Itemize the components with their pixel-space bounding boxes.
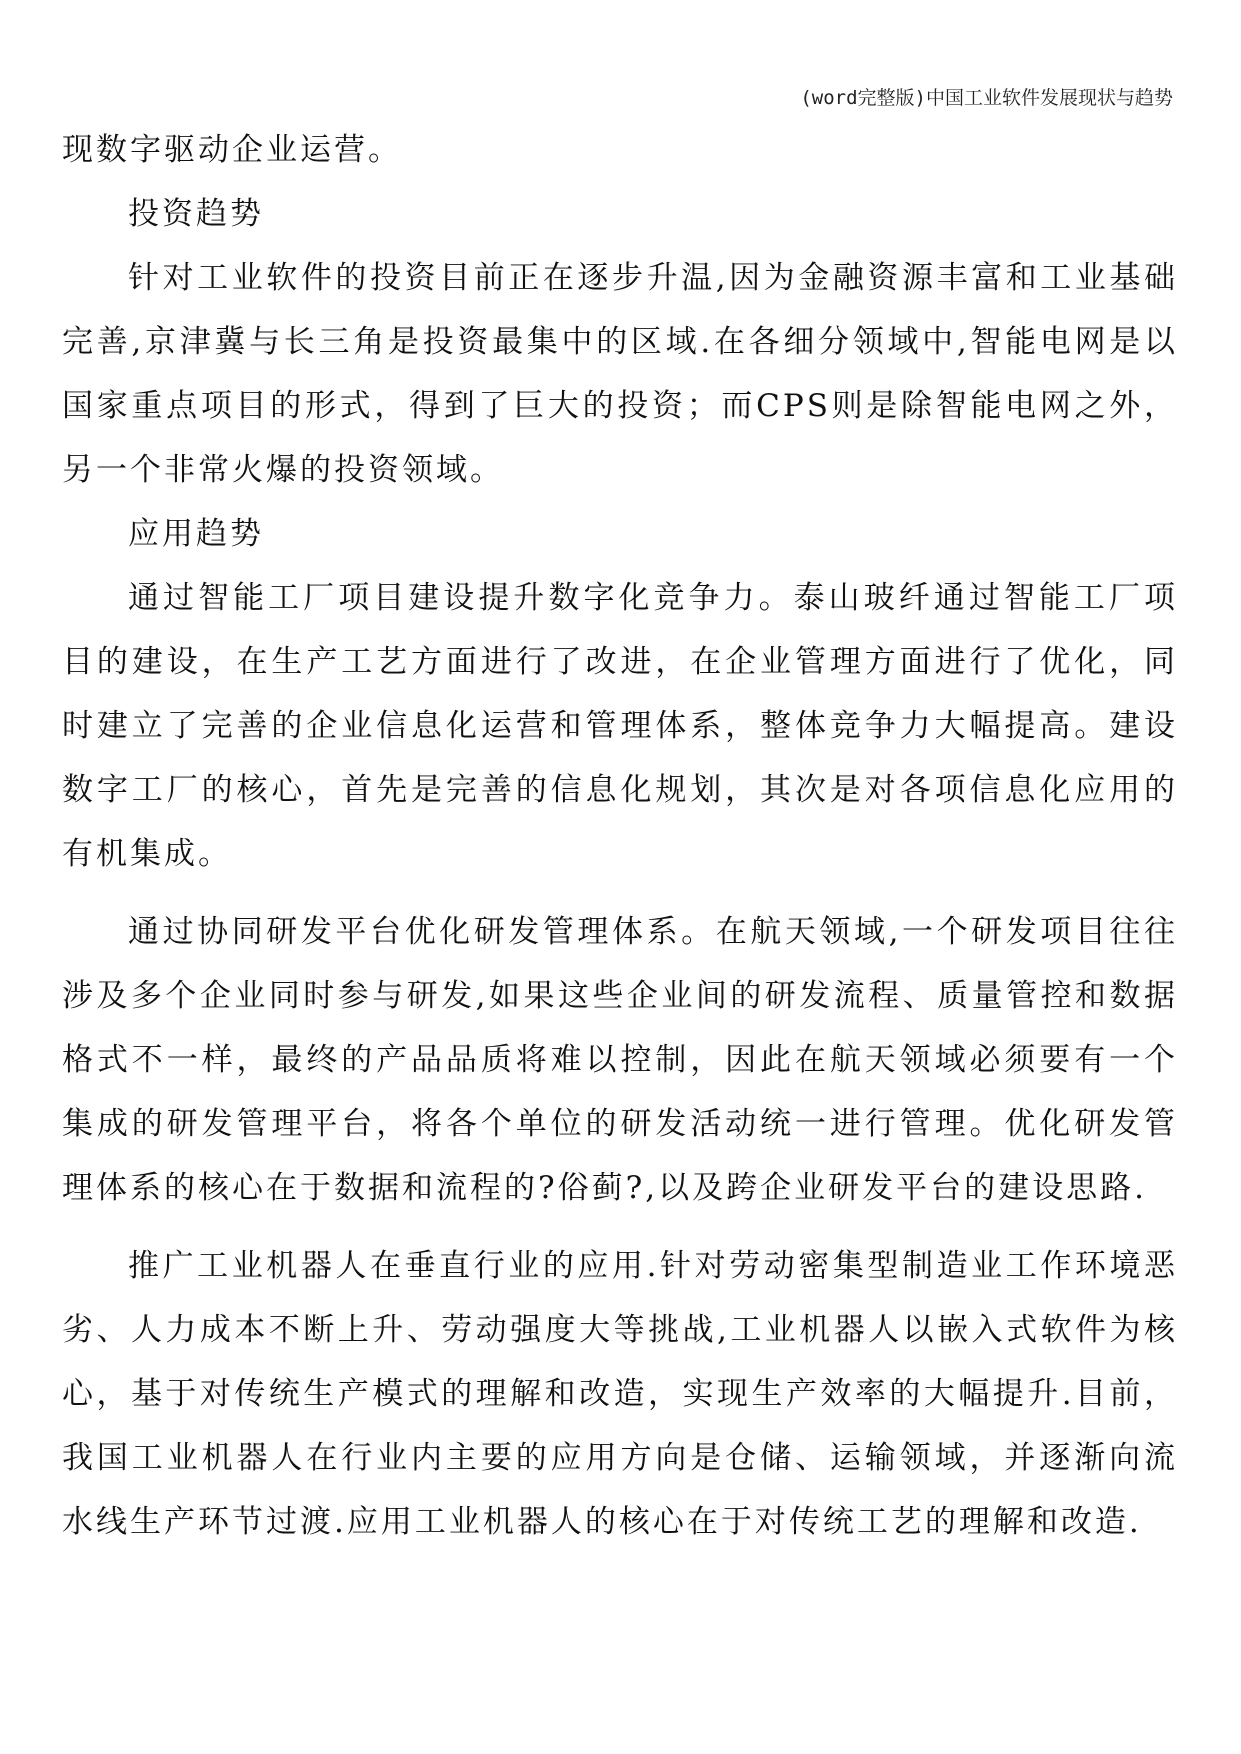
paragraph-investment: 针对工业软件的投资目前正在逐步升温,因为金融资源丰富和工业基础完善,京津冀与长三角是投资最集中的区域.在各细分领域中,智能电网是以国家重点项目的形式，得到了巨大的投资；而CPS则是除智能电网之外，另一个非常火爆的投资领域。 (62, 260, 1178, 488)
paragraph-smart-factory: 通过智能工厂项目建设提升数字化竞争力。泰山玻纤通过智能工厂项目的建设，在生产工艺方面进行了改进，在企业管理方面进行了优化，同时建立了完善的企业信息化运营和管理体系，整体竞争力大幅提高。建设数字工厂的核心，首先是完善的信息化规划，其次是对各项信息化应用的有机集成。 (62, 580, 1178, 872)
document-body (62, 118, 1178, 1554)
section-heading-application: 应用趋势 (128, 516, 264, 552)
paragraph-collaborative-rd: 通过协同研发平台优化研发管理体系。在航天领域,一个研发项目往往涉及多个企业同时参与研发,如果这些企业间的研发流程、质量管控和数据格式不一样，最终的产品品质将难以控制，因此在航天领域必须要有一个集成的研发管理平台，将各个单位的研发活动统一进行管理。优化研发管理体系的核心在于数据和流程的?俗蓟?,以及跨企业研发平台的建设思路. (62, 914, 1178, 1206)
section-heading-investment: 投资趋势 (128, 196, 264, 232)
paragraph-industrial-robots: 推广工业机器人在垂直行业的应用.针对劳动密集型制造业工作环境恶劣、人力成本不断上升、劳动强度大等挑战,工业机器人以嵌入式软件为核心，基于对传统生产模式的理解和改造，实现生产效率的大幅提升.目前，我国工业机器人在行业内主要的应用方向是仓储、运输领域，并逐渐向流水线生产环节过渡.应用工业机器人的核心在于对传统工艺的理解和改造. (62, 1248, 1178, 1540)
running-header: (word完整版)中国工业软件发展现状与趋势 (800, 87, 1173, 109)
paragraph-continuation: 现数字驱动企业运营。 (62, 132, 402, 168)
